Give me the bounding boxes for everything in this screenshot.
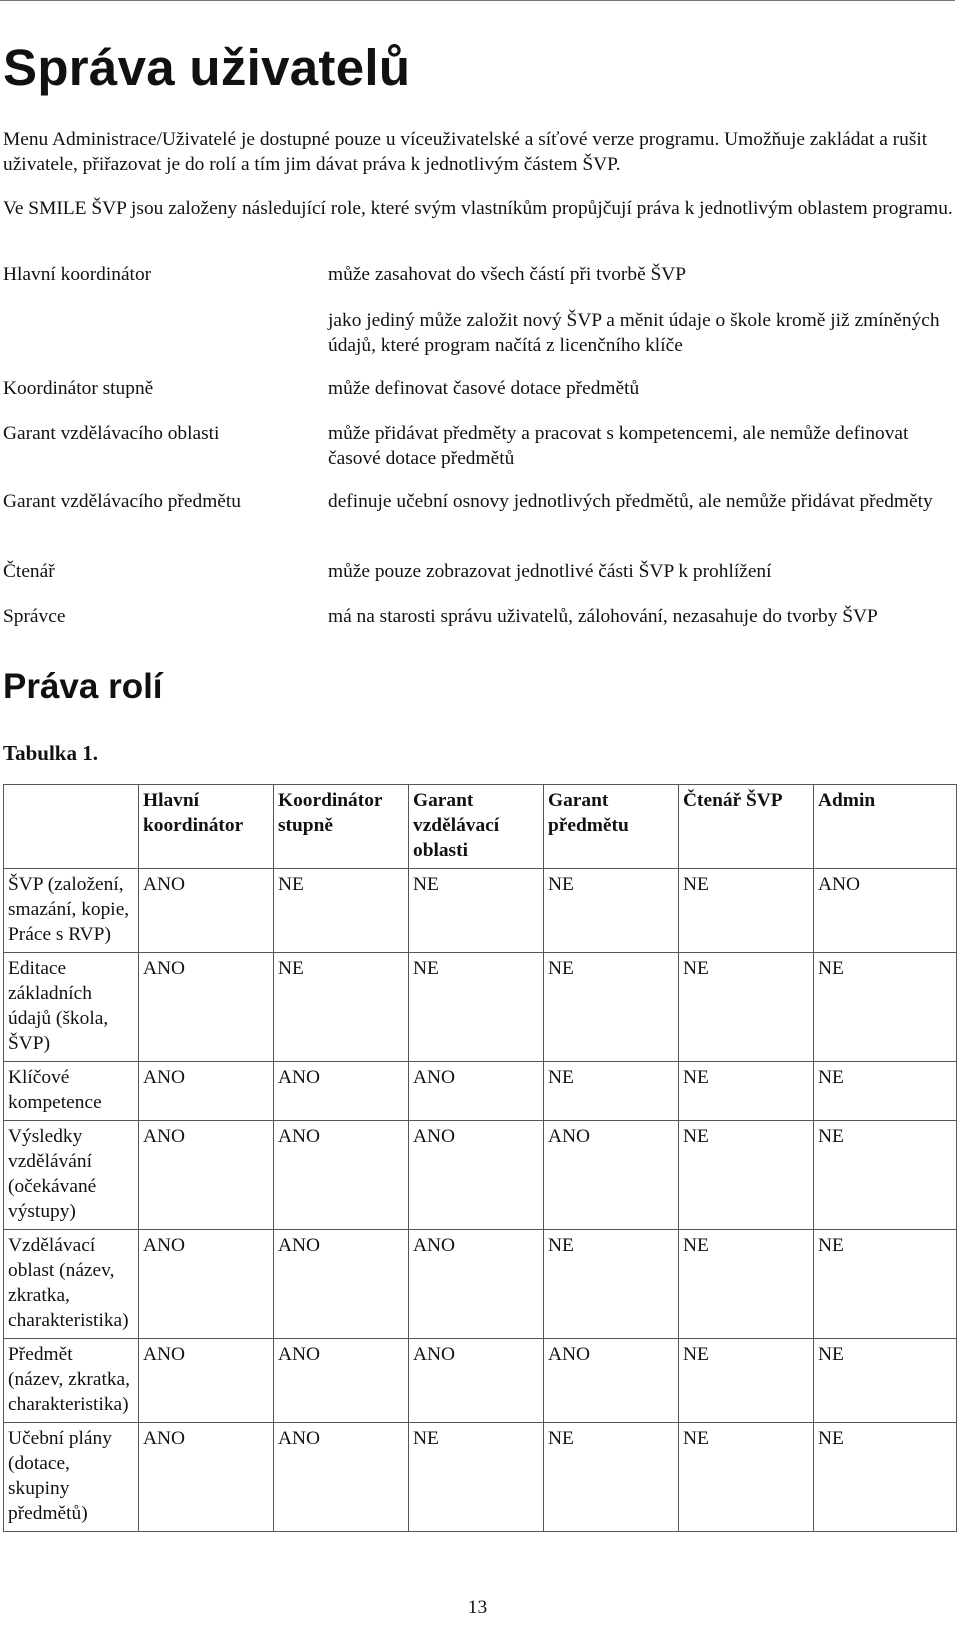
table-cell: NE: [274, 869, 409, 953]
role-name: Garant vzdělávacího předmětu: [3, 491, 241, 512]
table-cell: ANO: [274, 1339, 409, 1423]
table-row: [4, 1230, 957, 1339]
table-cell: NE: [814, 953, 957, 1062]
roles-intro-paragraph: Ve SMILE ŠVP jsou založeny následující role, které svým vlastníkům propůjčují práva k jednotlivým oblastem programu.: [3, 198, 953, 219]
section-title: Práva rolí: [3, 667, 163, 706]
table-cell: NE: [814, 1339, 957, 1423]
table-cell: ANO: [274, 1121, 409, 1230]
row-label: ŠVP (založení, smazání, kopie, Práce s RVP): [4, 869, 139, 953]
table-cell: NE: [544, 953, 679, 1062]
table-cell: NE: [679, 1339, 814, 1423]
table-cell: ANO: [814, 869, 957, 953]
table-cell: ANO: [274, 1230, 409, 1339]
table-cell: ANO: [139, 1121, 274, 1230]
row-label: Editace základních údajů (škola, ŠVP): [4, 953, 139, 1062]
header-cell: Hlavní koordinátor: [139, 785, 274, 869]
page-title: Správa uživatelů: [3, 39, 411, 96]
table-cell: ANO: [139, 1062, 274, 1121]
table-cell: NE: [679, 1230, 814, 1339]
role-description: může zasahovat do všech částí při tvorbě ŠVP: [328, 264, 687, 285]
header-cell: Koordinátor stupně: [274, 785, 409, 869]
table-cell: ANO: [409, 1230, 544, 1339]
role-description: může přidávat předměty a pracovat s kompetencemi, ale nemůže definovat časové dotace předmětů: [328, 423, 909, 469]
table-cell: ANO: [409, 1339, 544, 1423]
table-cell: ANO: [409, 1062, 544, 1121]
table-row: [4, 1423, 957, 1532]
table-cell: NE: [409, 869, 544, 953]
table-cell: NE: [544, 869, 679, 953]
header-cell: Admin: [814, 785, 957, 869]
table-cell: NE: [814, 1230, 957, 1339]
role-name: Správce: [3, 606, 66, 627]
role-name: Hlavní koordinátor: [3, 264, 152, 285]
table-cell: NE: [274, 953, 409, 1062]
role-description: definuje učební osnovy jednotlivých předmětů, ale nemůže přidávat předměty: [328, 491, 933, 512]
role-name: Koordinátor stupně: [3, 378, 154, 399]
role-name: Garant vzdělávacího oblasti: [3, 423, 220, 444]
row-label: Vzdělávací oblast (název, zkratka, charakteristika): [4, 1230, 139, 1339]
role-name: Čtenář: [3, 561, 55, 582]
role-description: má na starosti správu uživatelů, zálohování, nezasahuje do tvorby ŠVP: [328, 606, 878, 627]
row-label: Učební plány (dotace, skupiny předmětů): [4, 1423, 139, 1532]
table-cell: NE: [544, 1423, 679, 1532]
table-row: [4, 953, 957, 1062]
table-cell: NE: [409, 1423, 544, 1532]
table-cell: ANO: [139, 1423, 274, 1532]
table-cell: NE: [679, 953, 814, 1062]
table-cell: ANO: [139, 1230, 274, 1339]
header-cell: Čtenář ŠVP: [679, 785, 814, 869]
table-cell: NE: [679, 869, 814, 953]
table-cell: ANO: [274, 1423, 409, 1532]
table-cell: NE: [814, 1423, 957, 1532]
table-row: [4, 869, 957, 953]
header-cell: Garant předmětu: [544, 785, 679, 869]
table-cell: ANO: [139, 953, 274, 1062]
table-cell: NE: [679, 1121, 814, 1230]
table-row: [4, 1062, 957, 1121]
table-cell: ANO: [544, 1121, 679, 1230]
table-caption: Tabulka 1.: [3, 741, 98, 765]
table-cell: ANO: [409, 1121, 544, 1230]
role-rights-table: [3, 784, 957, 1532]
row-label: Výsledky vzdělávání (očekávané výstupy): [4, 1121, 139, 1230]
role-description: může pouze zobrazovat jednotlivé části ŠVP k prohlížení: [328, 561, 772, 582]
header-cell: Garant vzdělávací oblasti: [409, 785, 544, 869]
role-description: jako jediný může založit nový ŠVP a měnit údaje o škole kromě již zmíněných údajů, které program načítá z licenčního klíče: [328, 310, 940, 356]
table-row: [4, 1339, 957, 1423]
table-cell: NE: [679, 1062, 814, 1121]
table-header-row: [4, 785, 957, 869]
header-cell: [4, 785, 139, 869]
row-label: Klíčové kompetence: [4, 1062, 139, 1121]
table-cell: NE: [544, 1230, 679, 1339]
top-rule: [0, 0, 955, 1]
table-cell: ANO: [274, 1062, 409, 1121]
table-cell: NE: [814, 1062, 957, 1121]
table-cell: NE: [679, 1423, 814, 1532]
table-cell: ANO: [139, 1339, 274, 1423]
table-row: [4, 1121, 957, 1230]
table-cell: NE: [814, 1121, 957, 1230]
intro-paragraph: Menu Administrace/Uživatelé je dostupné pouze u víceuživatelské a síťové verze programu. Umožňuje zakládat a rušit uživatele, přiřazovat je do rolí a tím jim dávat práva k jednotlivým částem ŠVP.: [3, 129, 928, 175]
page-number: 13: [467, 1597, 488, 1618]
table-cell: NE: [544, 1062, 679, 1121]
role-description: může definovat časové dotace předmětů: [328, 378, 640, 399]
table-cell: ANO: [544, 1339, 679, 1423]
table-cell: NE: [409, 953, 544, 1062]
row-label: Předmět (název, zkratka, charakteristika): [4, 1339, 139, 1423]
table-cell: ANO: [139, 869, 274, 953]
